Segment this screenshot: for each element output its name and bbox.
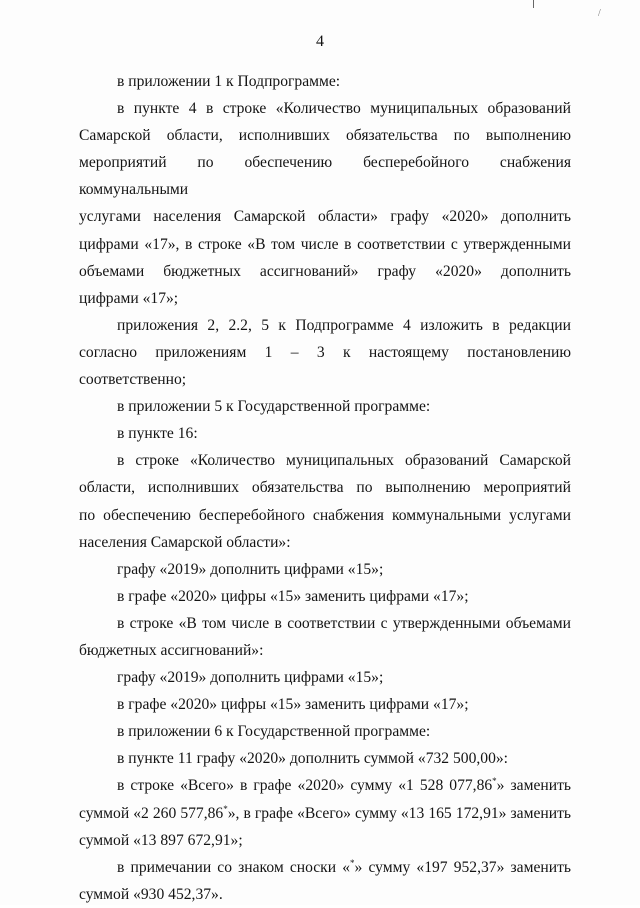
text-line: по обеспечению бесперебойного снабжения коммунальными услугами xyxy=(79,506,571,524)
paragraph xyxy=(79,95,571,312)
paragraph xyxy=(79,447,571,555)
paragraph xyxy=(79,745,571,772)
footnote-asterisk: * xyxy=(350,857,355,868)
paragraph xyxy=(79,420,571,447)
text-line: согласно приложениям 1 – 3 к настоящему постановлению соответственно; xyxy=(79,343,571,389)
text-line: суммой «13 897 672,91»; xyxy=(79,831,243,849)
text-line: в приложении 5 к Государственной программе: xyxy=(117,398,431,416)
text-line: в строке «Всего» в графе «2020» сумму «1 528 077,86*» заменить xyxy=(117,776,571,795)
text-line: бюджетных ассигнований»: xyxy=(79,641,264,659)
text-line: в графе «2020» цифры «15» заменить цифрами «17»; xyxy=(117,696,469,714)
page-number: 4 xyxy=(316,33,324,50)
text-line: в пункте 11 графу «2020» дополнить суммой «732 500,00»: xyxy=(117,750,509,768)
paragraph-list xyxy=(79,68,571,772)
paragraph xyxy=(79,664,571,691)
text-line: в приложении 6 к Государственной программе: xyxy=(117,723,431,741)
text-line: в примечании со знаком сноски «*» сумму «197 952,37» заменить xyxy=(117,857,571,876)
text-line: приложения 2, 2.2, 5 к Подпрограмме 4 изложить в редакции xyxy=(117,316,571,334)
text-line: мероприятий по обеспечению бесперебойного снабжения коммунальными xyxy=(79,154,571,199)
paragraph xyxy=(79,610,571,664)
text-line: в пункте 4 в строке «Количество муниципальных образований xyxy=(117,100,571,118)
paragraph xyxy=(79,393,571,420)
paragraph xyxy=(79,312,571,393)
text-line: Самарской области, исполнивших обязательства по выполнению xyxy=(79,127,571,145)
text-line: объемами бюджетных ассигнований» графу «2020» дополнить xyxy=(79,262,571,280)
text-line: в пункте 16: xyxy=(117,425,198,443)
paragraph xyxy=(79,718,571,745)
text-line: населения Самарской области»: xyxy=(79,533,291,551)
text-line: в строке «В том числе в соответствии с утвержденными объемами xyxy=(117,614,571,632)
text-line: суммой «2 260 577,86*», в графе «Всего» сумму «13 165 172,91» заменить xyxy=(79,803,571,822)
paragraph xyxy=(79,583,571,610)
footnote-asterisk: * xyxy=(492,776,497,787)
text-line: цифрами «17»; xyxy=(79,289,179,307)
text-line: в приложении 1 к Подпрограмме: xyxy=(117,73,341,90)
scan-artifact xyxy=(533,0,534,8)
text-line: графу «2019» дополнить цифрами «15»; xyxy=(117,669,384,687)
paragraph xyxy=(79,691,571,718)
text-line: в строке «Количество муниципальных образований Самарской xyxy=(117,452,571,470)
text-line: услугами населения Самарской области» графу «2020» дополнить xyxy=(79,208,571,226)
document-body xyxy=(79,68,571,908)
text-line: цифрами «17», в строке «В том числе в соответствии с утвержденными xyxy=(79,235,571,253)
scan-artifact: / xyxy=(598,8,601,19)
footnote-asterisk: * xyxy=(223,803,228,814)
text-line: суммой «930 452,37». xyxy=(79,885,223,903)
text-line: в графе «2020» цифры «15» заменить цифрами «17»; xyxy=(117,587,469,605)
text-line: области, исполнивших обязательства по выполнению мероприятий xyxy=(79,479,571,497)
paragraph xyxy=(79,772,571,853)
paragraph xyxy=(79,854,571,908)
paragraph xyxy=(79,556,571,583)
paragraph xyxy=(79,68,571,95)
text-line: графу «2019» дополнить цифрами «15»; xyxy=(117,560,384,578)
